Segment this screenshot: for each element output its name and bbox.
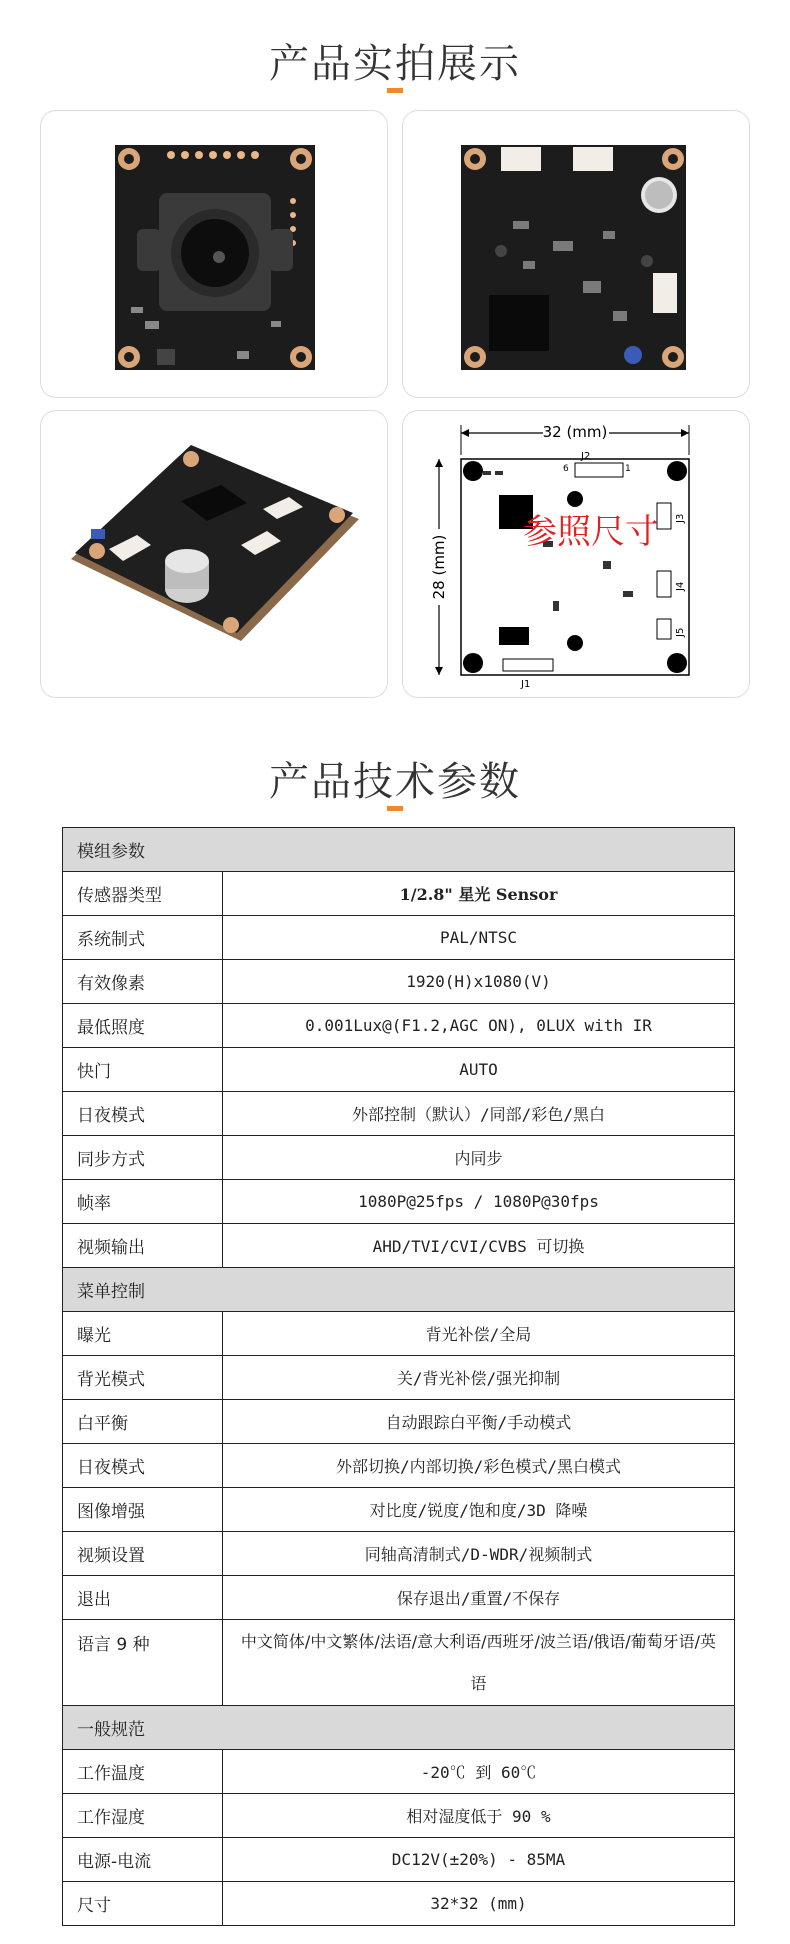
spec-row bbox=[63, 872, 735, 916]
spec-key: 白平衡 bbox=[63, 1400, 223, 1444]
pin1-label: 1 bbox=[625, 464, 631, 474]
spec-value: 自动跟踪白平衡/手动模式 bbox=[223, 1400, 735, 1444]
height-dimension-label: 28 (mm) bbox=[430, 534, 448, 600]
spec-key: 日夜模式 bbox=[63, 1092, 223, 1136]
spec-value: PAL/NTSC bbox=[223, 916, 735, 960]
spec-row bbox=[63, 1444, 735, 1488]
spec-row bbox=[63, 1136, 735, 1180]
spec-row bbox=[63, 916, 735, 960]
spec-key: 日夜模式 bbox=[63, 1444, 223, 1488]
spec-row bbox=[63, 1620, 735, 1706]
spec-value: 背光补偿/全局 bbox=[223, 1312, 735, 1356]
spec-row bbox=[63, 1180, 735, 1224]
spec-row bbox=[63, 1750, 735, 1794]
spec-key: 传感器类型 bbox=[63, 872, 223, 916]
photo-angled-view bbox=[40, 410, 388, 698]
spec-value: 中文简体/中文繁体/法语/意大利语/西班牙/波兰语/俄语/葡萄牙语/英语 bbox=[223, 1620, 735, 1706]
j2-label: J2 bbox=[581, 451, 591, 462]
spec-value: AUTO bbox=[223, 1048, 735, 1092]
spec-key: 有效像素 bbox=[63, 960, 223, 1004]
spec-key: 语言 9 种 bbox=[63, 1620, 223, 1706]
spec-value: 32*32 (mm) bbox=[223, 1882, 735, 1926]
spec-group-row bbox=[63, 1706, 735, 1750]
spec-value: 0.001Lux@(F1.2,AGC ON), 0LUX with IR bbox=[223, 1004, 735, 1048]
j5-label: J5 bbox=[675, 627, 686, 637]
spec-value: 保存退出/重置/不保存 bbox=[223, 1576, 735, 1620]
spec-value: AHD/TVI/CVI/CVBS 可切换 bbox=[223, 1224, 735, 1268]
spec-row bbox=[63, 1794, 735, 1838]
spec-value: 关/背光补偿/强光抑制 bbox=[223, 1356, 735, 1400]
reference-size-overlay: 参照尺寸 bbox=[523, 512, 659, 552]
width-dimension-label: 32 (mm) bbox=[542, 423, 608, 441]
spec-key: 尺寸 bbox=[63, 1882, 223, 1926]
j1-label: J1 bbox=[521, 679, 531, 690]
spec-row bbox=[63, 960, 735, 1004]
j4-label: J4 bbox=[675, 581, 686, 591]
spec-value: 外部控制（默认）/同部/彩色/黑白 bbox=[223, 1092, 735, 1136]
spec-key: 帧率 bbox=[63, 1180, 223, 1224]
spec-group-row bbox=[63, 828, 735, 872]
spec-key: 退出 bbox=[63, 1576, 223, 1620]
spec-key: 快门 bbox=[63, 1048, 223, 1092]
spec-value: 1/2.8" 星光 Sensor bbox=[223, 872, 735, 916]
title-accent-bar bbox=[387, 88, 403, 93]
spec-value: 1920(H)x1080(V) bbox=[223, 960, 735, 1004]
spec-value: 外部切换/内部切换/彩色模式/黑白模式 bbox=[223, 1444, 735, 1488]
spec-row bbox=[63, 1882, 735, 1926]
spec-row bbox=[63, 1400, 735, 1444]
spec-row bbox=[63, 1048, 735, 1092]
photo-front-lens bbox=[40, 110, 388, 398]
spec-row bbox=[63, 1356, 735, 1400]
spec-key: 曝光 bbox=[63, 1312, 223, 1356]
j3-label: J3 bbox=[675, 513, 686, 523]
photos-section-title: 产品实拍展示 bbox=[269, 41, 521, 87]
spec-value: -20℃ 到 60℃ bbox=[223, 1750, 735, 1794]
spec-table bbox=[62, 827, 735, 1926]
spec-value: 同轴高清制式/D-WDR/视频制式 bbox=[223, 1532, 735, 1576]
spec-group-label: 一般规范 bbox=[63, 1706, 735, 1750]
photo-back-board bbox=[402, 110, 750, 398]
spec-row bbox=[63, 1488, 735, 1532]
spec-key: 系统制式 bbox=[63, 916, 223, 960]
spec-value: 内同步 bbox=[223, 1136, 735, 1180]
spec-group-label: 菜单控制 bbox=[63, 1268, 735, 1312]
title-accent-bar bbox=[387, 806, 403, 811]
spec-group-label: 模组参数 bbox=[63, 828, 735, 872]
spec-row bbox=[63, 1838, 735, 1882]
spec-row bbox=[63, 1312, 735, 1356]
dimension-drawing bbox=[402, 410, 750, 698]
spec-key: 最低照度 bbox=[63, 1004, 223, 1048]
spec-value: 对比度/锐度/饱和度/3D 降噪 bbox=[223, 1488, 735, 1532]
spec-group-row bbox=[63, 1268, 735, 1312]
spec-key: 同步方式 bbox=[63, 1136, 223, 1180]
spec-key: 工作温度 bbox=[63, 1750, 223, 1794]
spec-key: 背光模式 bbox=[63, 1356, 223, 1400]
spec-key: 工作湿度 bbox=[63, 1794, 223, 1838]
spec-row bbox=[63, 1224, 735, 1268]
specs-section-title: 产品技术参数 bbox=[269, 759, 521, 805]
spec-key: 电源-电流 bbox=[63, 1838, 223, 1882]
spec-row bbox=[63, 1092, 735, 1136]
pin6-label: 6 bbox=[563, 464, 569, 474]
spec-key: 视频设置 bbox=[63, 1532, 223, 1576]
spec-value: 1080P@25fps / 1080P@30fps bbox=[223, 1180, 735, 1224]
spec-row bbox=[63, 1532, 735, 1576]
spec-row bbox=[63, 1004, 735, 1048]
spec-value: 相对湿度低于 90 % bbox=[223, 1794, 735, 1838]
spec-row bbox=[63, 1576, 735, 1620]
spec-value: DC12V(±20%) - 85MA bbox=[223, 1838, 735, 1882]
spec-key: 视频输出 bbox=[63, 1224, 223, 1268]
spec-key: 图像增强 bbox=[63, 1488, 223, 1532]
